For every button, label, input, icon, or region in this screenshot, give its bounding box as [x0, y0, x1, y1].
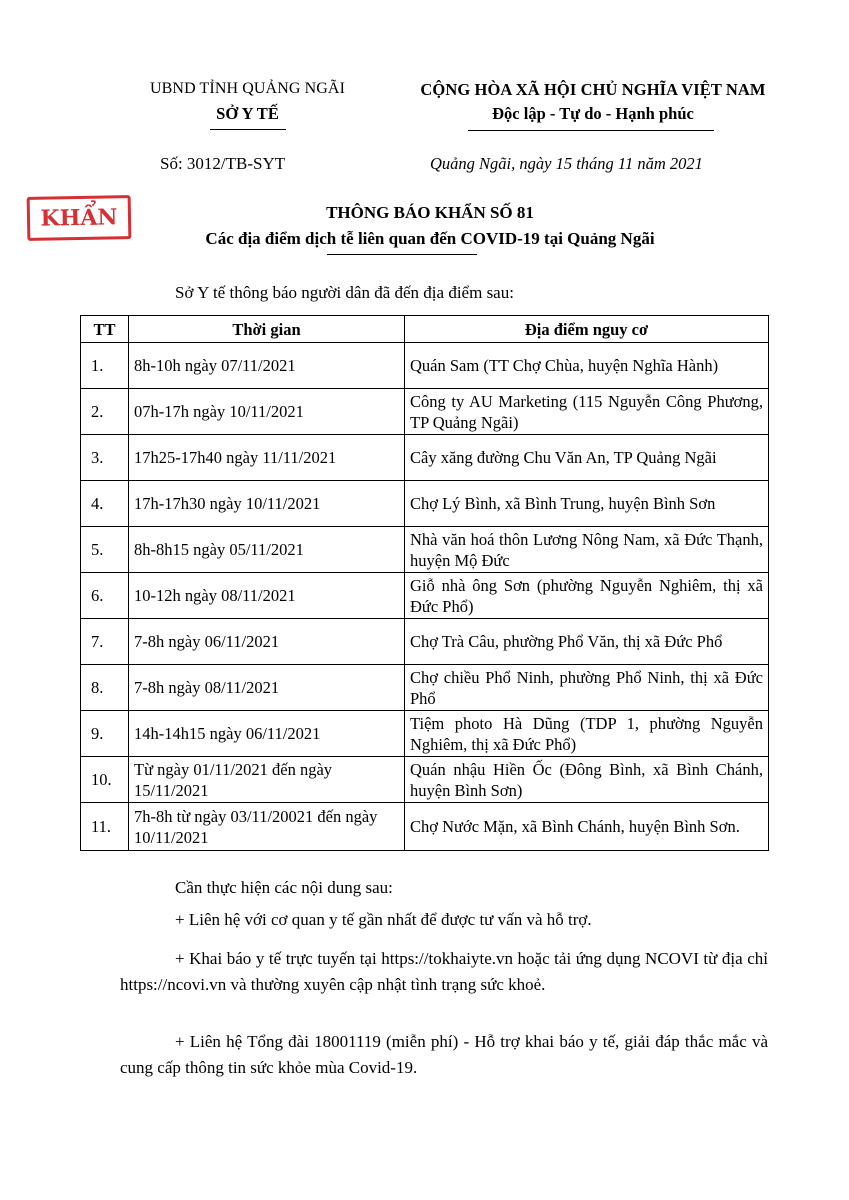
locations-table	[80, 315, 769, 851]
agency-parent: UBND TỈNH QUẢNG NGÃI	[149, 80, 346, 97]
row-place: Chợ Trà Câu, phường Phổ Văn, thị xã Đức Phổ	[405, 619, 769, 665]
row-time: 7-8h ngày 08/11/2021	[129, 665, 405, 711]
header-place: Địa điểm nguy cơ	[405, 316, 769, 343]
row-time: 07h-17h ngày 10/11/2021	[129, 389, 405, 435]
row-number: 9.	[81, 711, 129, 757]
table-row	[81, 711, 769, 757]
urgent-stamp: KHẨN	[27, 195, 132, 241]
row-time: 7-8h ngày 06/11/2021	[129, 619, 405, 665]
table-row	[81, 343, 769, 389]
notice-subtitle: Các địa điểm dịch tễ liên quan đến COVID-19 tại Quảng Ngãi	[205, 229, 655, 248]
document-number: Số: 3012/TB-SYT	[160, 154, 286, 173]
row-number: 1.	[81, 343, 129, 389]
row-place: Công ty AU Marketing (115 Nguyễn Công Phương, TP Quảng Ngãi)	[405, 389, 769, 435]
table-row	[81, 481, 769, 527]
agency-name: SỞ Y TẾ	[216, 104, 279, 123]
row-place: Cây xăng đường Chu Văn An, TP Quảng Ngãi	[405, 435, 769, 481]
table-header-row	[81, 316, 769, 343]
row-time: 14h-14h15 ngày 06/11/2021	[129, 711, 405, 757]
row-place: Nhà văn hoá thôn Lương Nông Nam, xã Đức Thạnh, huyện Mộ Đức	[405, 527, 769, 573]
motto-underline	[468, 130, 714, 131]
table-row	[81, 619, 769, 665]
action-item: + Khai báo y tế trực tuyến tại https://tokhaiyte.vn hoặc tải ứng dụng NCOVI từ địa chỉ https://ncovi.vn và thường xuyên cập nhật tình trạng sức khoẻ.	[120, 949, 768, 994]
action-item: + Liên hệ với cơ quan y tế gần nhất để được tư vấn và hỗ trợ.	[175, 910, 592, 929]
row-place: Chợ Nước Mặn, xã Bình Chánh, huyện Bình Sơn.	[405, 803, 769, 851]
actions-intro: Cần thực hiện các nội dung sau:	[175, 878, 393, 897]
action-item: + Liên hệ Tổng đài 18001119 (miễn phí) - Hỗ trợ khai báo y tế, giải đáp thắc mắc và cung cấp thông tin sức khỏe mùa Covid-19.	[120, 1032, 768, 1077]
row-time: 8h-8h15 ngày 05/11/2021	[129, 527, 405, 573]
table-row	[81, 803, 769, 851]
row-number: 7.	[81, 619, 129, 665]
table-row	[81, 435, 769, 481]
notice-title: THÔNG BÁO KHẨN SỐ 81	[326, 203, 534, 222]
row-number: 2.	[81, 389, 129, 435]
table-row	[81, 665, 769, 711]
notice-intro: Sở Y tế thông báo người dân đã đến địa điểm sau:	[175, 283, 514, 302]
header-time: Thời gian	[129, 316, 405, 343]
row-place: Giỗ nhà ông Sơn (phường Nguyễn Nghiêm, thị xã Đức Phổ)	[405, 573, 769, 619]
row-time: 8h-10h ngày 07/11/2021	[129, 343, 405, 389]
subtitle-underline	[327, 254, 477, 255]
row-number: 11.	[81, 803, 129, 851]
nation-motto: Độc lập - Tự do - Hạnh phúc	[492, 104, 694, 123]
row-number: 10.	[81, 757, 129, 803]
table-row	[81, 389, 769, 435]
row-number: 3.	[81, 435, 129, 481]
row-time: 17h-17h30 ngày 10/11/2021	[129, 481, 405, 527]
row-time: Từ ngày 01/11/2021 đến ngày 15/11/2021	[129, 757, 405, 803]
row-place: Quán nhậu Hiền Ốc (Đông Bình, xã Bình Chánh, huyện Bình Sơn)	[405, 757, 769, 803]
agency-underline	[210, 129, 286, 130]
row-time: 17h25-17h40 ngày 11/11/2021	[129, 435, 405, 481]
row-number: 6.	[81, 573, 129, 619]
place-and-date: Quảng Ngãi, ngày 15 tháng 11 năm 2021	[430, 154, 703, 173]
table-row	[81, 527, 769, 573]
header-tt: TT	[81, 316, 129, 343]
row-time: 7h-8h từ ngày 03/11/20021 đến ngày 10/11/2021	[129, 803, 405, 851]
table-row	[81, 573, 769, 619]
table-row	[81, 757, 769, 803]
row-place: Chợ chiều Phổ Ninh, phường Phổ Ninh, thị xã Đức Phổ	[405, 665, 769, 711]
row-place: Chợ Lý Bình, xã Bình Trung, huyện Bình Sơn	[405, 481, 769, 527]
row-place: Tiệm photo Hà Dũng (TDP 1, phường Nguyễn Nghiêm, thị xã Đức Phổ)	[405, 711, 769, 757]
row-number: 8.	[81, 665, 129, 711]
row-number: 4.	[81, 481, 129, 527]
row-place: Quán Sam (TT Chợ Chùa, huyện Nghĩa Hành)	[405, 343, 769, 389]
row-number: 5.	[81, 527, 129, 573]
nation-title: CỘNG HÒA XÃ HỘI CHỦ NGHĨA VIỆT NAM	[420, 80, 766, 99]
row-time: 10-12h ngày 08/11/2021	[129, 573, 405, 619]
